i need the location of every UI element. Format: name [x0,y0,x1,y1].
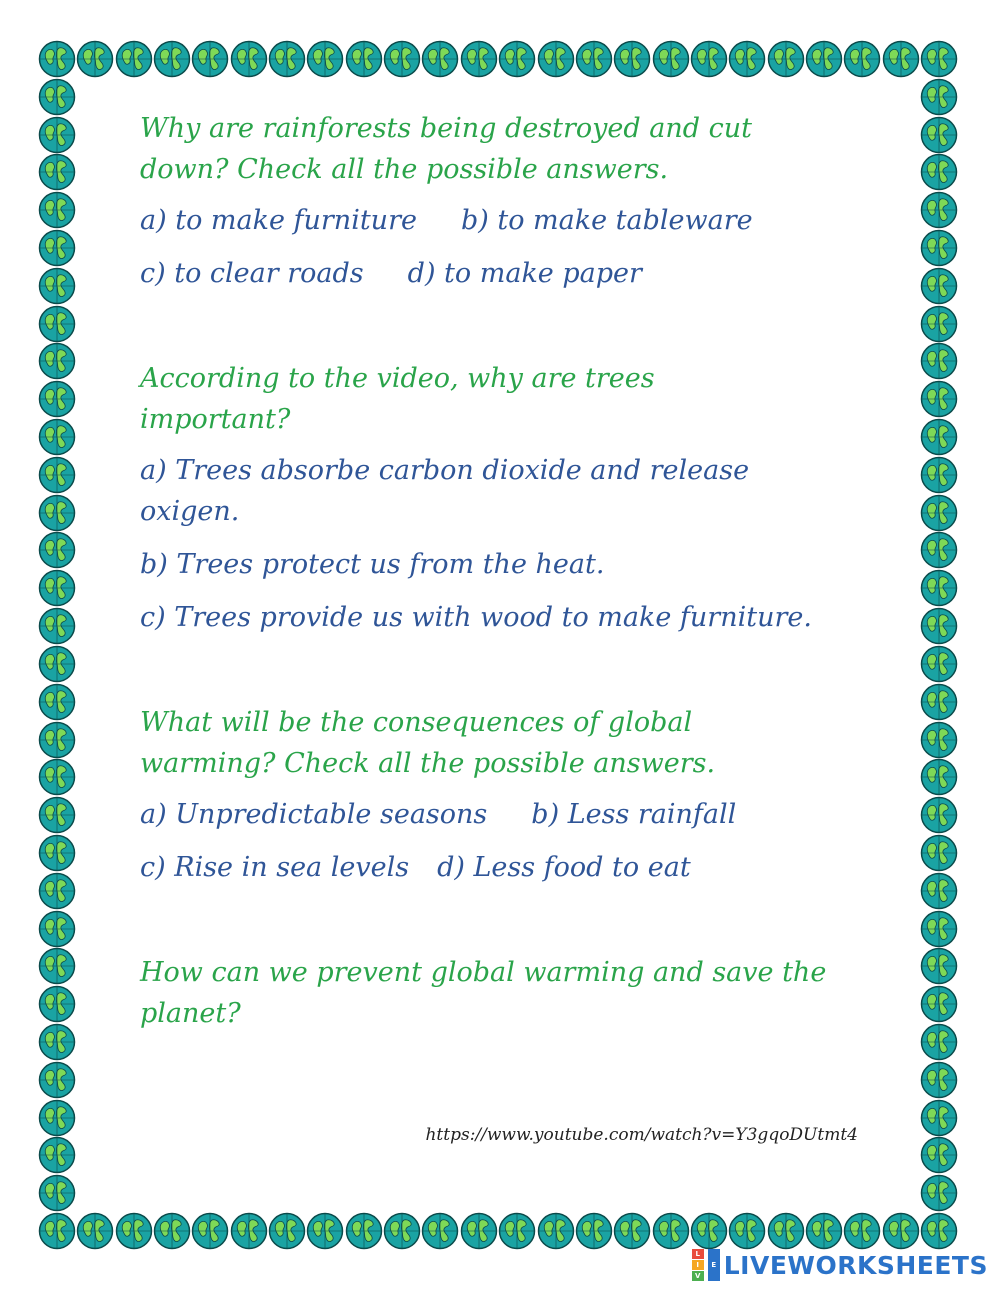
question-1-options-row-1 [140,200,880,241]
globe-icon [38,380,76,418]
globe-icon [38,191,76,229]
globe-icon [805,40,843,78]
globe-icon [460,1212,498,1250]
question-block-2 [140,358,880,638]
globe-icon [920,305,958,343]
globe-icon [920,191,958,229]
globe-icon [920,418,958,456]
logo-block-v: V [692,1271,704,1281]
globe-icon [38,1099,76,1137]
globe-icon [767,1212,805,1250]
globe-icon [38,1136,76,1174]
question-2-option-b[interactable]: b) Trees protect us from the heat. [140,549,605,580]
question-2-option-c[interactable]: c) Trees provide us with wood to make furniture. [140,602,812,633]
globe-icon [537,40,575,78]
globe-icon [38,267,76,305]
globe-icon [728,40,766,78]
globe-icon [421,40,459,78]
globe-icon [920,1023,958,1061]
globe-icon [38,721,76,759]
question-1-option-d[interactable]: d) to make paper [407,258,642,289]
globe-icon [920,380,958,418]
globe-icon [920,1174,958,1212]
globe-icon [38,1174,76,1212]
globe-icon [920,116,958,154]
globe-icon [920,1099,958,1137]
globe-icon [115,40,153,78]
globe-icon [38,796,76,834]
globe-icon [38,78,76,116]
globe-icon [920,758,958,796]
globe-icon [920,229,958,267]
globe-icon [920,153,958,191]
globe-icon [920,494,958,532]
logo-text: LIVEWORKSHEETS [723,1250,988,1280]
globe-icon [690,1212,728,1250]
globe-icon [498,1212,536,1250]
globe-icon [191,40,229,78]
globe-icon [421,1212,459,1250]
globe-icon [38,153,76,191]
globe-icon [920,910,958,948]
globe-icon [920,683,958,721]
globe-icon [537,1212,575,1250]
globe-icon [268,40,306,78]
question-3-option-a[interactable]: a) Unpredictable seasons [140,799,488,830]
globe-icon [230,40,268,78]
globe-icon [805,1212,843,1250]
globe-icon [306,40,344,78]
question-block-1 [140,108,880,294]
logo-block-i: I [692,1260,704,1270]
globe-icon [920,456,958,494]
question-3-option-d[interactable]: d) Less food to eat [437,852,691,883]
globe-icon [38,116,76,154]
question-1-options-row-2 [140,253,880,294]
globe-icon [920,342,958,380]
globe-icon [76,1212,114,1250]
globe-icon [920,607,958,645]
globe-icon [920,1212,958,1250]
globe-icon [76,40,114,78]
globe-icon [843,1212,881,1250]
globe-icon [920,985,958,1023]
globe-icon [575,40,613,78]
globe-icon [38,872,76,910]
question-1-text: Why are rainforests being destroyed and cut down? Check all the possible answers. [140,113,752,185]
globe-icon [230,1212,268,1250]
globe-icon [575,1212,613,1250]
question-1-option-c[interactable]: c) to clear roads [140,258,364,289]
question-3-option-c[interactable]: c) Rise in sea levels [140,852,410,883]
globe-icon [728,1212,766,1250]
globe-icon [920,78,958,116]
globe-icon [38,645,76,683]
logo-block-l: L [692,1249,704,1259]
globe-icon [920,40,958,78]
globe-icon [38,305,76,343]
globe-icon [498,40,536,78]
globe-icon [153,1212,191,1250]
globe-icon [920,569,958,607]
globe-icon [882,1212,920,1250]
question-1-option-b[interactable]: b) to make tableware [460,205,753,236]
question-2-option-a[interactable]: a) Trees absorbe carbon dioxide and release oxigen. [140,455,750,527]
globe-icon [920,267,958,305]
globe-icon [38,834,76,872]
globe-icon [690,40,728,78]
globe-icon [460,40,498,78]
question-3-text: What will be the consequences of global warming? Check all the possible answers. [140,707,716,779]
globe-icon [38,985,76,1023]
globe-icon [38,418,76,456]
globe-icon [38,947,76,985]
globe-icon [652,1212,690,1250]
globe-icon [383,40,421,78]
globe-icon [38,1061,76,1099]
globe-icon [191,1212,229,1250]
globe-icon [38,569,76,607]
globe-icon [38,342,76,380]
globe-icon [613,40,651,78]
globe-icon [843,40,881,78]
logo-block-e: E [708,1249,720,1281]
globe-icon [613,1212,651,1250]
globe-icon [38,494,76,532]
question-4-text: How can we prevent global warming and save the planet? [140,957,827,1029]
globe-icon [920,872,958,910]
globe-icon [115,1212,153,1250]
globe-icon [38,531,76,569]
globe-icon [920,834,958,872]
globe-icon [882,40,920,78]
globe-icon [306,1212,344,1250]
liveworksheets-logo [692,1249,988,1281]
globe-icon [38,1212,76,1250]
globe-icon [383,1212,421,1250]
globe-icon [920,796,958,834]
video-link[interactable]: https://www.youtube.com/watch?v=Y3gqoDUtmt4 [425,1125,858,1145]
globe-icon [38,40,76,78]
globe-icon [38,1023,76,1061]
question-block-3 [140,702,880,888]
question-3-option-b[interactable]: b) Less rainfall [531,799,737,830]
logo-blocks [692,1249,704,1281]
globe-icon [38,456,76,494]
question-1-option-a[interactable]: a) to make furniture [140,205,417,236]
globe-icon [38,683,76,721]
globe-icon [920,721,958,759]
globe-icon [345,1212,383,1250]
question-2-text: According to the video, why are trees important? [140,363,655,435]
question-3-options-row-1 [140,794,880,835]
globe-icon [920,645,958,683]
globe-icon [38,758,76,796]
globe-icon [920,1136,958,1174]
globe-icon [920,531,958,569]
globe-icon [38,229,76,267]
globe-icon [767,40,805,78]
globe-icon [268,1212,306,1250]
worksheet-content [140,108,880,1034]
globe-icon [920,947,958,985]
globe-icon [38,910,76,948]
globe-icon [38,607,76,645]
globe-icon [652,40,690,78]
globe-icon [345,40,383,78]
question-3-options-row-2 [140,847,880,888]
question-block-4 [140,952,880,1034]
globe-icon [153,40,191,78]
globe-icon [920,1061,958,1099]
